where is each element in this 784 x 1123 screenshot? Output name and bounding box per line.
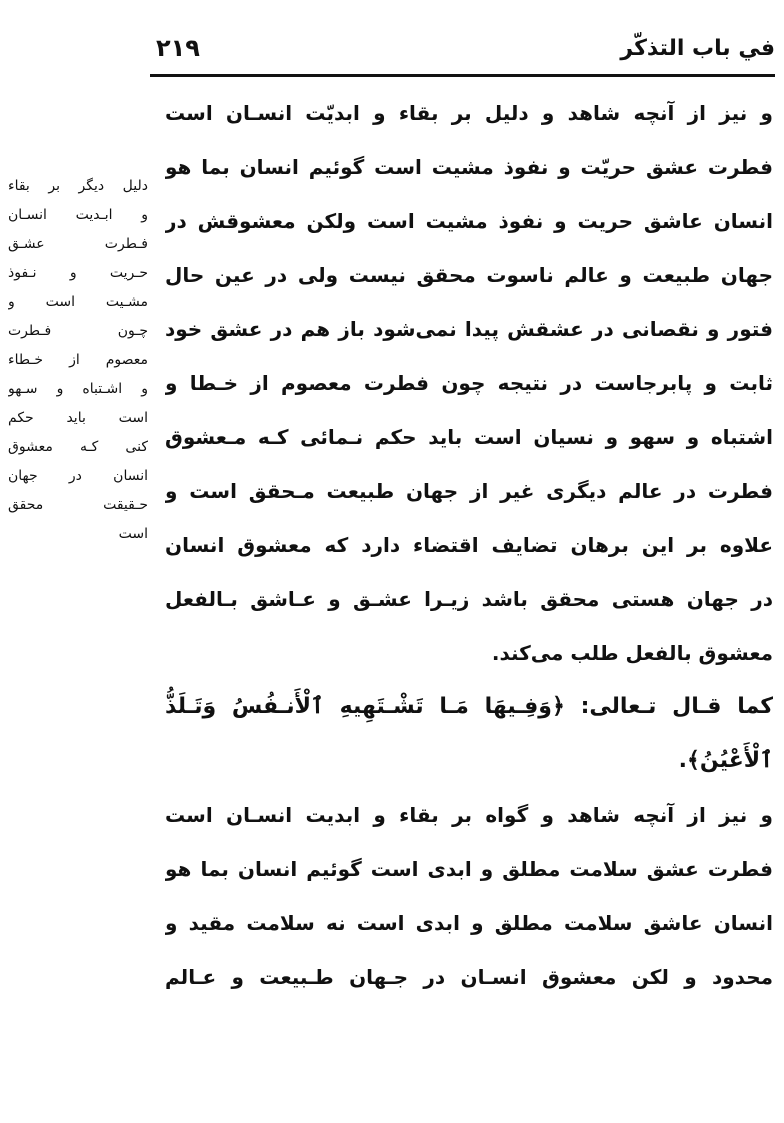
verse-line: کما قـال تـعالی: ﴿وَفِـيهَا مَـا تَشْـتَهِيهِ ٱلْأَنـفُسُ وَتَـلَذُّ xyxy=(165,694,773,719)
text-line: و نیز از آنچه شاهد و گواه بر بقاء و ابدیت انسـان است xyxy=(165,803,773,827)
margin-note-line: و ابـدیت انسـان xyxy=(8,207,148,223)
text-line: فطرت در عالم دیگری غیر از جهان طبیعت مـحقق است و xyxy=(165,479,773,503)
header-rule xyxy=(150,74,775,77)
text-line: انسان عاشق سلامت مطلق و ابدی است نه سلامت مقید و xyxy=(165,911,773,935)
text-line: محدود و لکن معشوق انسـان در جـهان طـبیعت و عـالم xyxy=(165,965,773,989)
margin-note-line: کنی کـه معشوق xyxy=(8,439,148,455)
margin-note-line: چـون فـطرت xyxy=(8,323,148,339)
margin-note-line: مشـیت است و xyxy=(8,294,148,310)
text-line: انسان عاشق حریت و نفوذ مشیت است ولکن معشوقش در xyxy=(165,209,773,233)
paragraph-1 xyxy=(165,86,773,680)
margin-note-line: معصوم از خـطاء xyxy=(8,352,148,368)
text-line: اشتباه و سهو و نسیان است باید حکم نـمائی کـه مـعشوق xyxy=(165,425,773,449)
text-line: معشوق بالفعل طلب می‌کند. xyxy=(491,641,773,665)
quran-verse xyxy=(165,680,773,788)
margin-note-line: و اشـتباه و سـهو xyxy=(8,381,148,397)
paragraph-2 xyxy=(165,788,773,1004)
margin-note-line: فـطرت عشـق xyxy=(8,236,148,252)
text-line: علاوه بر این برهان تضایف اقتضاء دارد که معشوق انسان xyxy=(165,533,773,557)
margin-note xyxy=(8,172,148,549)
chapter-title: في باب التذكّر xyxy=(620,36,775,61)
text-line: فطرت عشق حریّت و نفوذ مشیت است گوئیم انسان بما هو xyxy=(165,155,773,179)
text-line: در جهان هستی محقق باشد زیـرا عشـق و عـاشق بـالفعل xyxy=(165,587,773,611)
main-text xyxy=(165,86,773,1004)
margin-note-line: دلیل دیگر بر بقاء xyxy=(8,178,148,194)
verse-line: ٱلْأَعْيُنُ﴾. xyxy=(678,748,773,773)
margin-note-line: انسان در جهان xyxy=(8,468,148,484)
text-line: ثابت و پابرجاست در نتیجه چون فطرت معصوم از خـطا و xyxy=(165,371,773,395)
text-line: فتور و نقصانی در عشقش پیدا نمی‌شود باز هم در عشق خود xyxy=(165,317,773,341)
margin-note-line: است xyxy=(118,526,148,542)
text-line: جهان طبیعت و عالم ناسوت محقق نیست ولی در عین حال xyxy=(165,263,773,287)
margin-note-line: حـقیقت محقق xyxy=(8,497,148,513)
text-line: فطرت عشق سلامت مطلق و ابدی است گوئیم انسان بما هو xyxy=(165,857,773,881)
page-header xyxy=(150,30,775,70)
text-line: و نیز از آنچه شاهد و دلیل بر بقاء و ابدیّت انسـان است xyxy=(165,101,773,125)
margin-note-line: حـریت و نـفوذ xyxy=(8,265,148,281)
margin-note-line: است باید حکم xyxy=(8,410,148,426)
page-number: ٢١٩ xyxy=(156,34,200,62)
